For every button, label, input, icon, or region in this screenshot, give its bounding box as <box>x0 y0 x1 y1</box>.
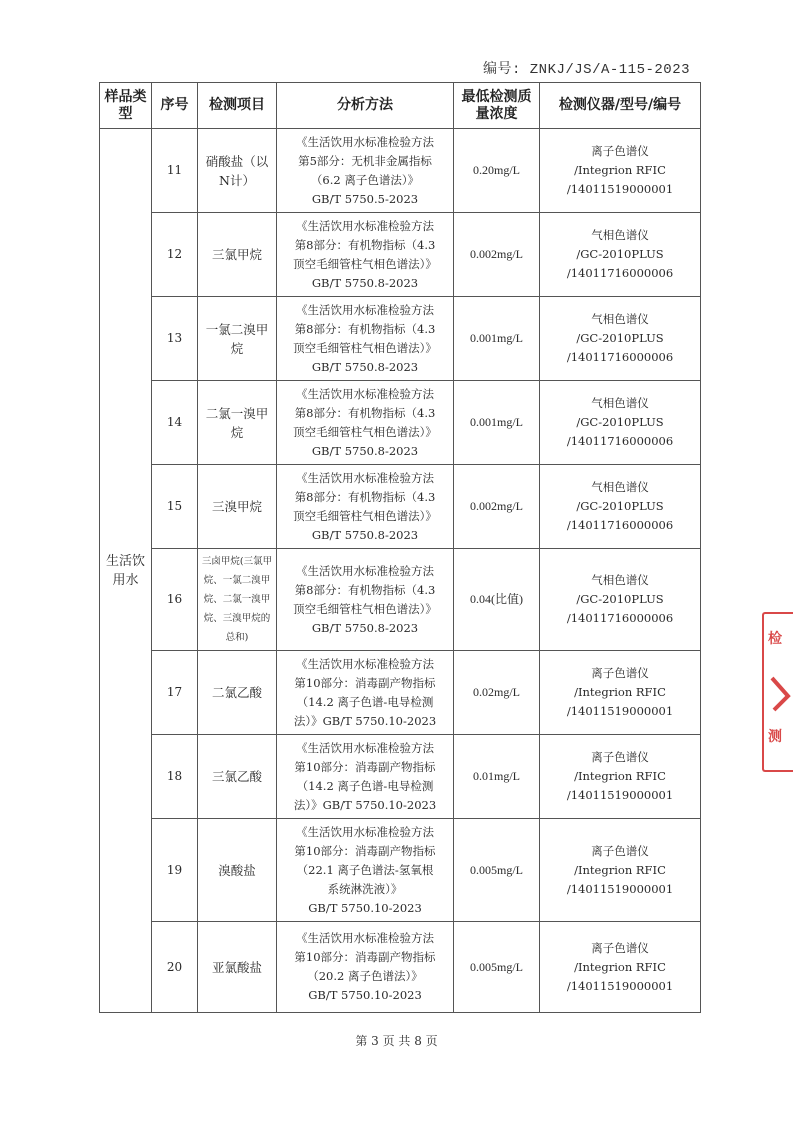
instrument-line: /14011519000001 <box>566 182 674 196</box>
instrument-cell <box>540 922 701 1013</box>
seq-cell: 16 <box>152 549 198 651</box>
method-line: （6.2 离子色谱法）》 <box>310 172 420 187</box>
concentration-cell: 0.002mg/L <box>454 213 540 297</box>
instrument-cell <box>540 465 701 549</box>
instrument-line: /GC-2010PLUS <box>576 592 664 606</box>
instrument-line: /Integrion RFIC <box>574 769 666 783</box>
instrument-line: /GC-2010PLUS <box>576 415 664 429</box>
inspection-stamp <box>762 612 793 772</box>
table-row <box>100 549 701 651</box>
instrument-cell <box>540 213 701 297</box>
method-cell <box>277 465 454 549</box>
method-line: 《生活饮用水标准检验方法 <box>296 824 434 839</box>
instrument-cell <box>540 297 701 381</box>
method-line: 《生活饮用水标准检验方法 <box>296 134 434 149</box>
method-cell <box>277 129 454 213</box>
test-item-cell: 溴酸盐 <box>198 819 277 922</box>
method-line: （14.2 离子色谱-电导检测 <box>296 694 434 709</box>
method-line: GB/T 5750.8-2023 <box>311 359 419 374</box>
instrument-cell <box>540 819 701 922</box>
concentration-cell: 0.005mg/L <box>454 922 540 1013</box>
instrument-cell <box>540 651 701 735</box>
instrument-line: 气相色谱仪 <box>591 228 649 242</box>
instrument-line: /GC-2010PLUS <box>576 331 664 345</box>
document-number: 编号: ZNKJ/JS/A-115-2023 <box>482 62 690 78</box>
instrument-line: /Integrion RFIC <box>574 163 666 177</box>
seq-cell: 20 <box>152 922 198 1013</box>
instrument-line: /14011519000001 <box>566 978 674 993</box>
concentration-cell: 0.001mg/L <box>454 297 540 381</box>
method-cell <box>277 735 454 819</box>
method-cell <box>277 297 454 381</box>
method-line: 法）》GB/T 5750.10-2023 <box>293 713 437 728</box>
instrument-line: 离子色谱仪 <box>591 940 649 955</box>
instrument-line: /14011716000006 <box>566 350 674 364</box>
instrument-line: /GC-2010PLUS <box>576 499 664 513</box>
method-line: 第10部分：消毒副产物指标 <box>294 759 436 774</box>
seq-cell: 11 <box>152 129 198 213</box>
method-line: （22.1 离子色谱法-氢氧根 <box>296 862 434 877</box>
test-item-cell: 亚氯酸盐 <box>198 922 277 1013</box>
header-seq: 序号 <box>152 83 198 129</box>
method-cell <box>277 819 454 922</box>
method-line: GB/T 5750.8-2023 <box>311 275 419 290</box>
method-line: 《生活饮用水标准检验方法 <box>296 563 434 578</box>
table-body <box>100 129 701 1013</box>
method-line: 《生活饮用水标准检验方法 <box>296 931 434 945</box>
instrument-line: /14011716000006 <box>566 434 674 448</box>
method-line: 顶空毛细管柱气相色谱法）》 <box>293 256 437 271</box>
method-line: 第8部分：有机物指标（4.3 <box>294 582 436 597</box>
header-category: 样品类型 <box>100 83 152 129</box>
seq-cell: 12 <box>152 213 198 297</box>
method-line: 第8部分：有机物指标（4.3 <box>294 489 436 504</box>
table-row <box>100 213 701 297</box>
table-row <box>100 651 701 735</box>
header-concentration: 最低检测质量浓度 <box>454 83 540 129</box>
method-line: 第8部分：有机物指标（4.3 <box>294 237 436 252</box>
instrument-line: /14011716000006 <box>566 266 674 280</box>
table-header-row <box>100 83 701 129</box>
test-item-cell: 三卤甲烷(三氯甲烷、一氯二溴甲烷、二氯一溴甲烷、三溴甲烷的总和) <box>198 549 277 651</box>
table-row <box>100 297 701 381</box>
method-line: 《生活饮用水标准检验方法 <box>296 386 434 401</box>
instrument-line: /GC-2010PLUS <box>576 247 664 261</box>
method-line: 第8部分：有机物指标（4.3 <box>294 405 436 420</box>
method-cell <box>277 549 454 651</box>
method-line: 法）》GB/T 5750.10-2023 <box>293 797 437 812</box>
concentration-cell: 0.20mg/L <box>454 129 540 213</box>
seq-cell: 13 <box>152 297 198 381</box>
instrument-line: /14011519000001 <box>566 788 674 802</box>
table-row <box>100 819 701 922</box>
method-line: 第5部分：无机非金属指标 <box>298 153 432 168</box>
concentration-cell: 0.005mg/L <box>454 819 540 922</box>
instrument-line: 气相色谱仪 <box>591 312 649 326</box>
method-line: 顶空毛细管柱气相色谱法）》 <box>293 508 437 523</box>
test-item-cell: 一氯二溴甲烷 <box>198 297 277 381</box>
instrument-cell <box>540 129 701 213</box>
method-line: （20.2 离子色谱法）》 <box>307 969 423 983</box>
instrument-line: 气相色谱仪 <box>591 396 649 410</box>
seq-cell: 17 <box>152 651 198 735</box>
test-item-cell: 三氯甲烷 <box>198 213 277 297</box>
concentration-cell: 0.04(比值) <box>454 549 540 651</box>
test-item-cell: 硝酸盐（以N计） <box>198 129 277 213</box>
method-line: 顶空毛细管柱气相色谱法）》 <box>293 424 437 439</box>
method-line: GB/T 5750.5-2023 <box>311 191 419 206</box>
instrument-line: 离子色谱仪 <box>591 666 649 680</box>
header-item: 检测项目 <box>198 83 277 129</box>
instrument-line: 气相色谱仪 <box>591 573 649 587</box>
method-line: 系统淋洗液）》 <box>327 881 403 896</box>
seq-cell: 18 <box>152 735 198 819</box>
method-line: 《生活饮用水标准检验方法 <box>296 656 434 671</box>
test-item-cell: 二氯乙酸 <box>198 651 277 735</box>
stamp-char: 测 <box>768 729 782 745</box>
instrument-line: /14011519000001 <box>566 881 674 896</box>
instrument-cell <box>540 735 701 819</box>
method-line: 第10部分：消毒副产物指标 <box>294 675 436 690</box>
method-line: （14.2 离子色谱-电导检测 <box>296 778 434 793</box>
test-item-cell: 三氯乙酸 <box>198 735 277 819</box>
instrument-line: 离子色谱仪 <box>591 144 649 158</box>
header-method: 分析方法 <box>277 83 454 129</box>
concentration-cell: 0.02mg/L <box>454 651 540 735</box>
test-item-cell: 二氯一溴甲烷 <box>198 381 277 465</box>
method-line: 《生活饮用水标准检验方法 <box>296 302 434 317</box>
table-row <box>100 129 701 213</box>
method-line: GB/T 5750.10-2023 <box>308 900 422 915</box>
instrument-cell <box>540 381 701 465</box>
method-line: GB/T 5750.8-2023 <box>311 527 419 542</box>
concentration-cell: 0.001mg/L <box>454 381 540 465</box>
table-row <box>100 465 701 549</box>
seq-cell: 14 <box>152 381 198 465</box>
instrument-line: /14011519000001 <box>566 704 674 718</box>
instrument-line: 离子色谱仪 <box>591 843 649 858</box>
method-line: 《生活饮用水标准检验方法 <box>296 740 434 755</box>
seq-cell: 19 <box>152 819 198 922</box>
test-items-table <box>99 82 701 1013</box>
instrument-line: 离子色谱仪 <box>591 750 649 764</box>
stamp-mark <box>770 674 792 714</box>
method-cell <box>277 381 454 465</box>
table-row <box>100 735 701 819</box>
instrument-line: /Integrion RFIC <box>574 959 666 974</box>
instrument-cell <box>540 549 701 651</box>
method-line: 第10部分：消毒副产物指标 <box>294 950 436 964</box>
method-cell <box>277 922 454 1013</box>
method-cell <box>277 651 454 735</box>
concentration-cell: 0.002mg/L <box>454 465 540 549</box>
sample-category-cell: 生活饮用水 <box>100 129 152 1013</box>
instrument-line: /Integrion RFIC <box>574 685 666 699</box>
instrument-line: /14011716000006 <box>566 611 674 625</box>
method-line: GB/T 5750.8-2023 <box>311 620 419 635</box>
method-line: 第10部分：消毒副产物指标 <box>294 843 436 858</box>
method-cell <box>277 213 454 297</box>
table-row <box>100 381 701 465</box>
method-line: 《生活饮用水标准检验方法 <box>296 470 434 485</box>
method-line: 《生活饮用水标准检验方法 <box>296 218 434 233</box>
stamp-char: 检 <box>768 631 782 647</box>
seq-cell: 15 <box>152 465 198 549</box>
instrument-line: /14011716000006 <box>566 518 674 532</box>
instrument-line: /Integrion RFIC <box>574 862 666 877</box>
header-instrument: 检测仪器/型号/编号 <box>540 83 701 129</box>
method-line: GB/T 5750.10-2023 <box>308 988 422 1002</box>
concentration-cell: 0.01mg/L <box>454 735 540 819</box>
page-footer: 第 3 页 共 8 页 <box>355 1034 438 1048</box>
method-line: 顶空毛细管柱气相色谱法）》 <box>293 340 437 355</box>
method-line: GB/T 5750.8-2023 <box>311 443 419 458</box>
method-line: 顶空毛细管柱气相色谱法）》 <box>293 601 437 616</box>
table-row <box>100 922 701 1013</box>
instrument-line: 气相色谱仪 <box>591 480 649 494</box>
test-item-cell: 三溴甲烷 <box>198 465 277 549</box>
method-line: 第8部分：有机物指标（4.3 <box>294 321 436 336</box>
